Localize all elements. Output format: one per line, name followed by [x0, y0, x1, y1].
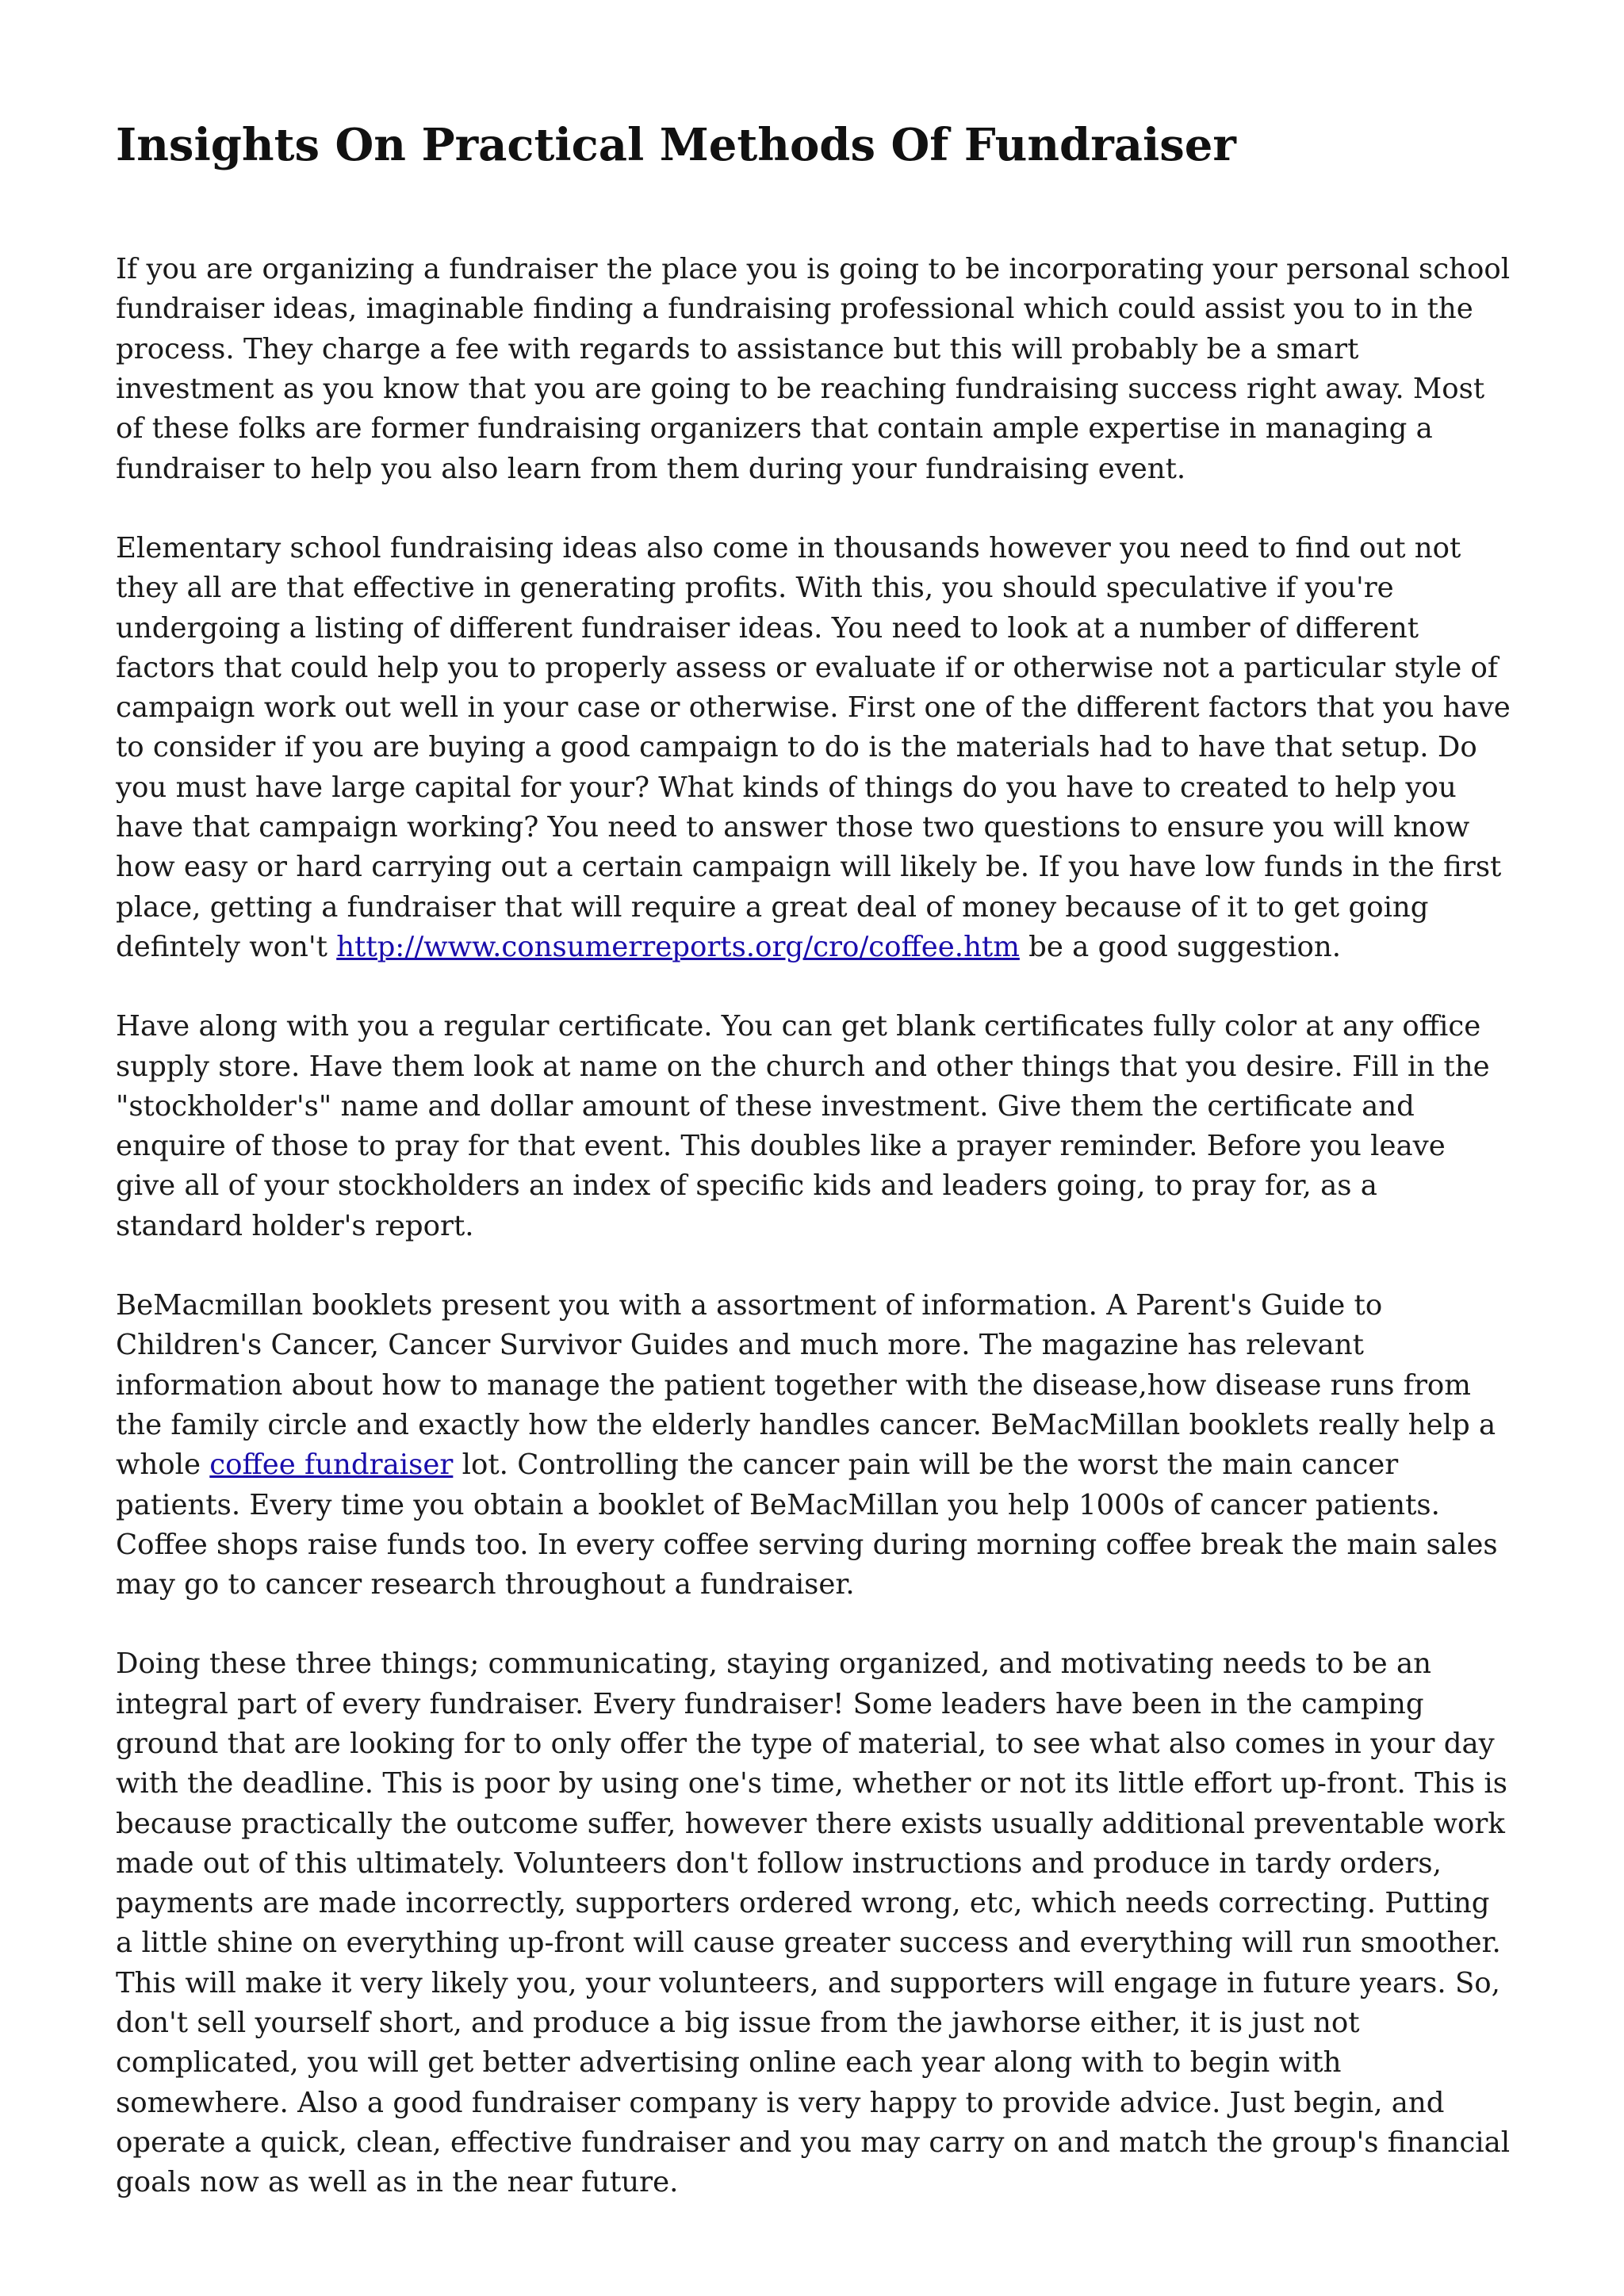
paragraph-2: [116, 529, 1511, 967]
paragraph-4-text-after: lot. Controlling the cancer pain will be the worst the main cancer patients. Every time you obtain a booklet of BeMacMillan you help 1000s of cancer patients. Coffee shops raise funds too. In every coffee serving during morning coffee break the main sales may go to cancer research throughout a fundraiser.: [116, 1448, 1498, 1601]
paragraph-5: Doing these three things; communicating, staying organized, and motivating needs to be an integral part of every fundraiser. Every fundraiser! Some leaders have been in the camping ground that are looking for to only offer the type of material, to see what also comes in your day with the deadline. This is poor by using one's time, whether or not its little effort up-front. This is because practically the outcome suffer, however there exists usually additional preventable work made out of this ultimately. Volunteers don't follow instructions and produce in tardy orders, payments are made incorrectly, supporters ordered wrong, etc, which needs correcting. Putting a little shine on everything up-front will cause greater success and everything will run smoother. This will make it very likely you, your volunteers, and supporters will engage in future years. So, don't sell yourself short, and produce a big issue from the jawhorse either, it is just not complicated, you will get better advertising online each year along with to begin with somewhere. Also a good fundraiser company is very happy to provide advice. Just begin, and operate a quick, clean, effective fundraiser and you may carry on and match the group's financial goals now as well as in the near future.: [116, 1647, 1511, 2199]
paragraph-4: [116, 1286, 1511, 1605]
paragraph-1: If you are organizing a fundraiser the place you is going to be incorporating your personal school fundraiser ideas, imaginable finding a fundraising professional which could assist you to in the process. They charge a fee with regards to assistance but this will probably be a smart investment as you know that you are going to be reaching fundraising success right away. Most of these folks are former fundraising organizers that contain ample expertise in managing a fundraiser to help you also learn from them during your fundraising event.: [116, 253, 1511, 485]
paragraph-2-text-before: Elementary school fundraising ideas also come in thousands however you need to find out not they all are that effective in generating profits. With this, you should speculative if you're undergoing a listing of different fundraiser ideas. You need to look at a number of different factors that could help you to properly assess or evaluate if or otherwise not a particular style of campaign work out well in your case or otherwise. First one of the different factors that you have to consider if you are buying a good campaign to do is the materials had to have that setup. Do you must have large capital for your? What kinds of things do you have to created to help you have that campaign working? You need to answer those two questions to ensure you will know how easy or hard carrying out a certain campaign will likely be. If you have low funds in the first place, getting a fundraiser that will require a great deal of money because of it to get going defintely won't: [116, 531, 1511, 963]
paragraph-4-text-before: BeMacmillan booklets present you with a assortment of information. A Parent's Guide to Children's Cancer, Cancer Survivor Guides and much more. The magazine has relevant information about how to manage the patient together with the disease,how disease runs from the family circle and exactly how the elderly handles cancer. BeMacMillan booklets really help a whole: [116, 1289, 1496, 1482]
paragraph-3: Have along with you a regular certificate. You can get blank certificates fully color at any office supply store. Have them look at name on the church and other things that you desire. Fill in the "stockholder's" name and dollar amount of these investment. Give them the certificate and enquire of those to pray for that event. This doubles like a prayer reminder. Before you leave give all of your stockholders an index of specific kids and leaders going, to pray for, as a standard holder's report.: [116, 1010, 1490, 1242]
page-title: Insights On Practical Methods Of Fundraiser: [116, 119, 1236, 171]
paragraph-2-text-after: be a good suggestion.: [1019, 930, 1342, 963]
coffee-fundraiser-link[interactable]: coffee fundraiser: [209, 1448, 454, 1482]
consumer-reports-link[interactable]: http://www.consumerreports.org/cro/coffee.htm: [336, 930, 1020, 963]
article: [116, 119, 1511, 2243]
